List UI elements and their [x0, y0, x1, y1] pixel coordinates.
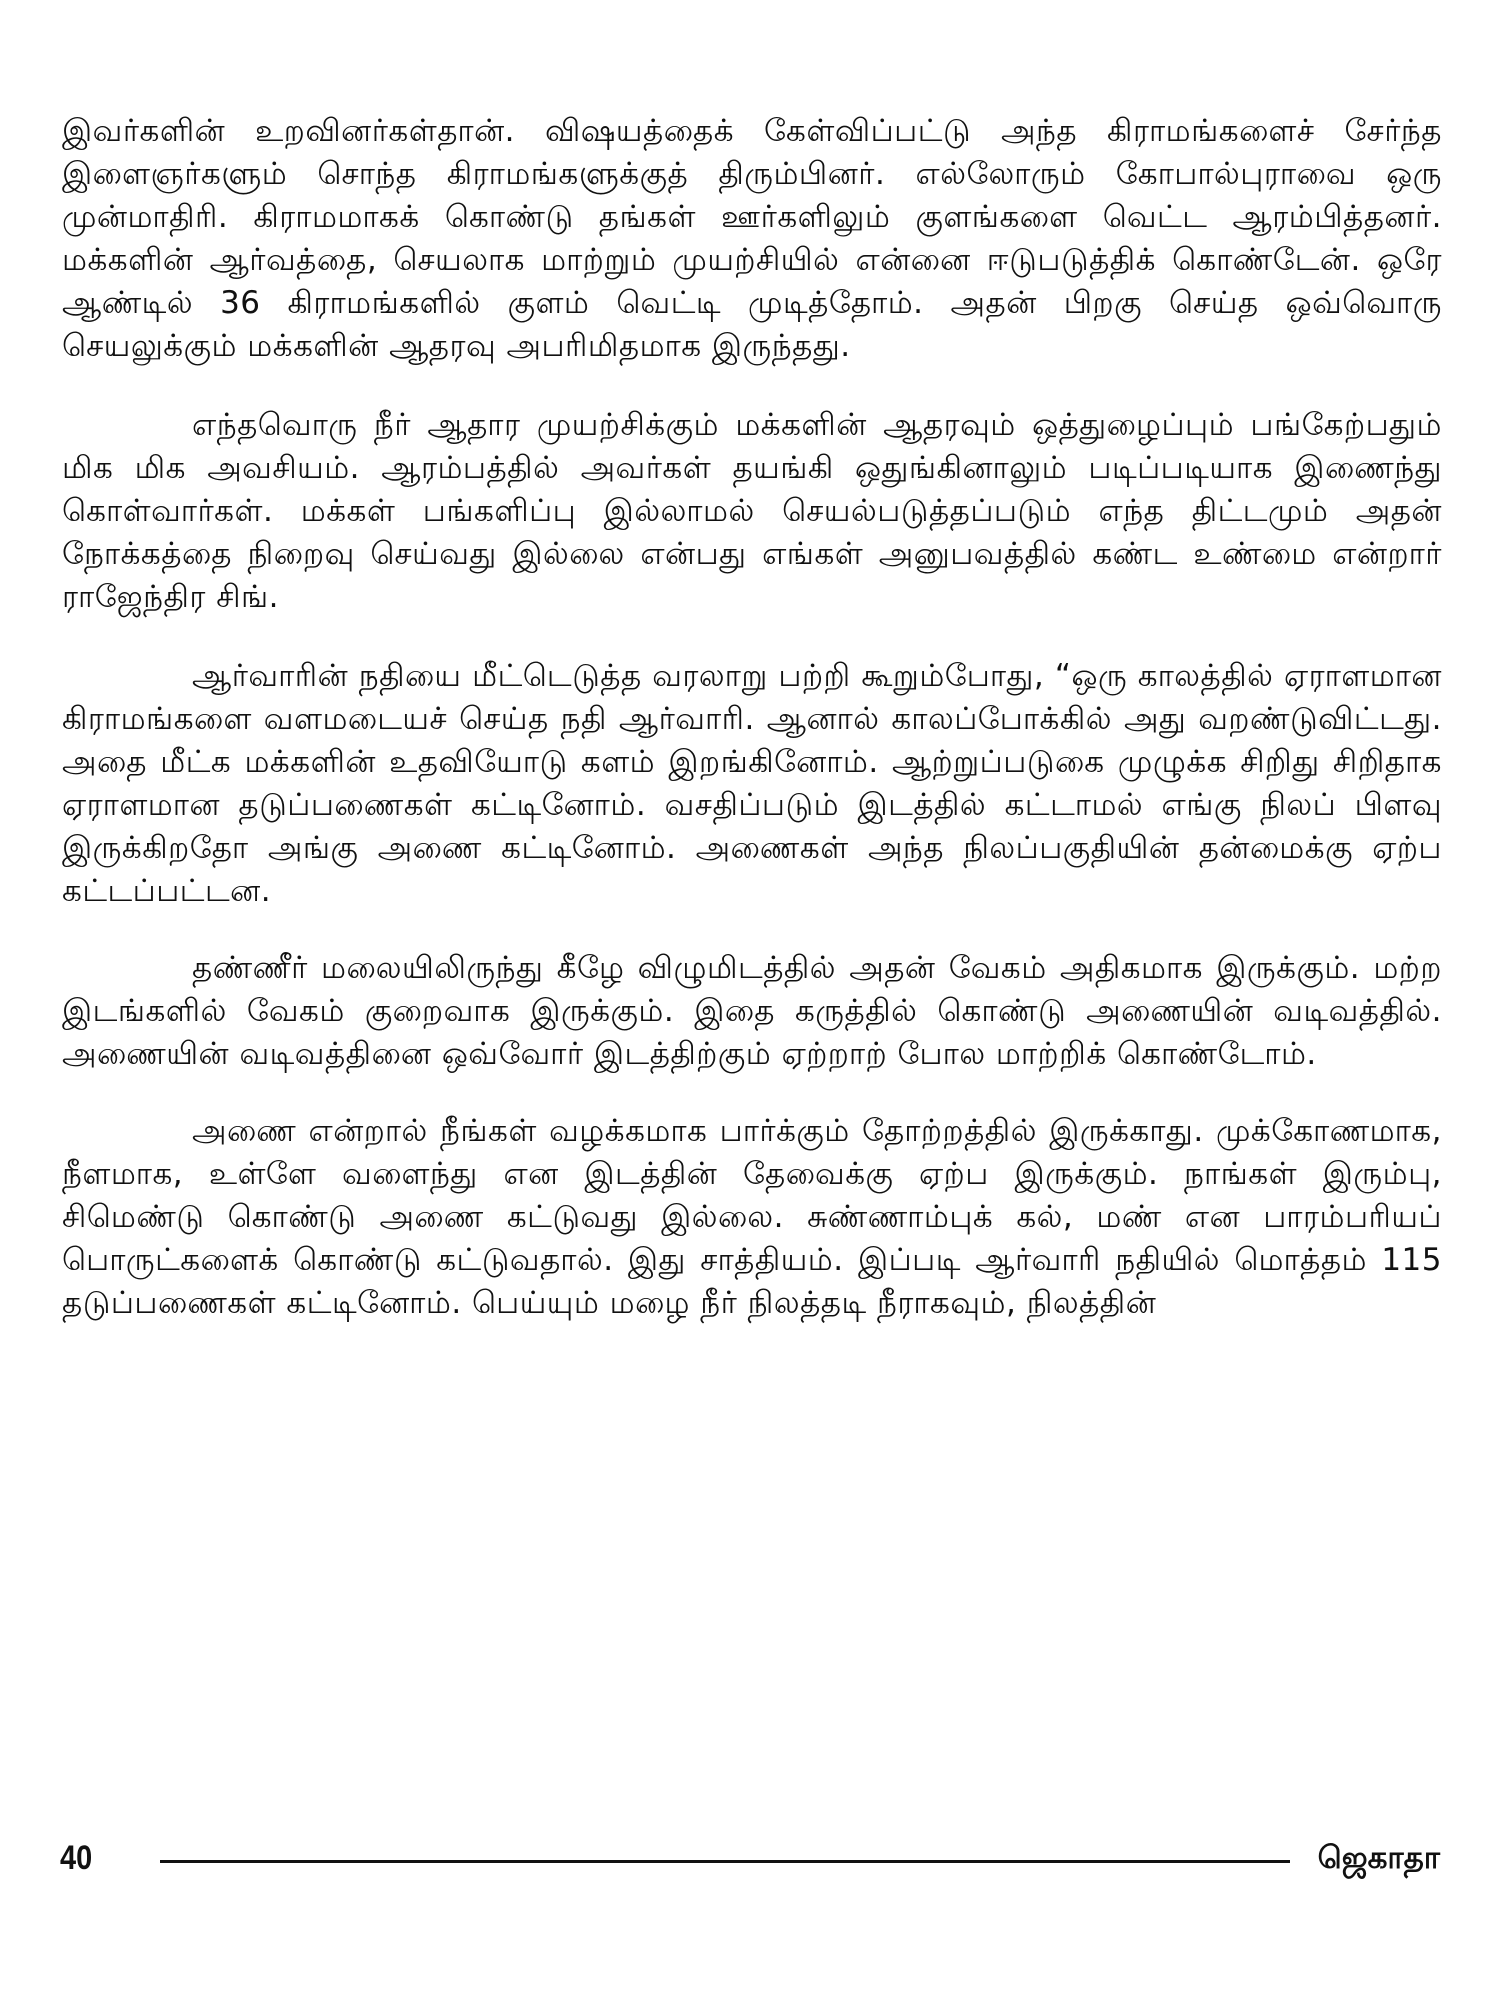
body-text — [62, 110, 1442, 1325]
footer-divider — [160, 1860, 1290, 1863]
paragraph-4: தண்ணீர் மலையிலிருந்து கீழே விழுமிடத்தில் அதன் வேகம் அதிகமாக இருக்கும். மற்ற இடங்களில் வேகம் குறைவாக இருக்கும். இதை கருத்தில் கொண்டு அணையின் வடிவத்தில். அணையின் வடிவத்தினை ஒவ்வோர் இடத்திற்கும் ஏற்றாற் போல மாற்றிக் கொண்டோம். — [62, 950, 1442, 1072]
paragraph-3: ஆர்வாரின் நதியை மீட்டெடுத்த வரலாறு பற்றி கூறும்போது, “ஒரு காலத்தில் ஏராளமான கிராமங்களை வளமடையச் செய்த நதி ஆர்வாரி. ஆனால் காலப்போக்கில் அது வறண்டுவிட்டது. அதை மீட்க மக்களின் உதவியோடு களம் இறங்கினோம். ஆற்றுப்படுகை முழுக்க சிறிது சிறிதாக ஏராளமான தடுப்பணைகள் கட்டினோம். வசதிப்படும் இடத்தில் கட்டாமல் எங்கு நிலப் பிளவு இருக்கிறதோ அங்கு அணை கட்டினோம். அணைகள் அந்த நிலப்பகுதியின் தன்மைக்கு ஏற்ப கட்டப்பட்டன. — [62, 658, 1442, 909]
page-footer — [60, 1838, 1440, 1888]
footer-author: ஜெகாதா — [1317, 1840, 1440, 1876]
paragraph-1: இவர்களின் உறவினர்கள்தான். விஷயத்தைக் கேள்விப்பட்டு அந்த கிராமங்களைச் சேர்ந்த இளைஞர்களும் சொந்த கிராமங்களுக்குத் திரும்பினர். எல்லோரும் கோபால்புராவை ஒரு முன்மாதிரி. கிராமமாகக் கொண்டு தங்கள் ஊர்களிலும் குளங்களை வெட்ட ஆரம்பித்தனர். மக்களின் ஆர்வத்தை, செயலாக மாற்றும் முயற்சியில் என்னை ஈடுபடுத்திக் கொண்டேன். ஒரே ஆண்டில் 36 கிராமங்களில் குளம் வெட்டி முடித்தோம். அதன் பிறகு செய்த ஒவ்வொரு செயலுக்கும் மக்களின் ஆதரவு அபரிமிதமாக இருந்தது. — [62, 113, 1442, 364]
paragraph-5: அணை என்றால் நீங்கள் வழக்கமாக பார்க்கும் தோற்றத்தில் இருக்காது. முக்கோணமாக, நீளமாக, உள்ளே வளைந்து என இடத்தின் தேவைக்கு ஏற்ப இருக்கும். நாங்கள் இரும்பு, சிமெண்டு கொண்டு அணை கட்டுவது இல்லை. சுண்ணாம்புக் கல், மண் என பாரம்பரியப் பொருட்களைக் கொண்டு கட்டுவதால். இது சாத்தியம். இப்படி ஆர்வாரி நதியில் மொத்தம் 115 தடுப்பணைகள் கட்டினோம். பெய்யும் மழை நீர் நிலத்தடி நீராகவும், நிலத்தின் — [62, 1113, 1442, 1321]
page-number: 40 — [60, 1839, 93, 1877]
paragraph-2: எந்தவொரு நீர் ஆதார முயற்சிக்கும் மக்களின் ஆதரவும் ஒத்துழைப்பும் பங்கேற்பதும் மிக மிக அவசியம். ஆரம்பத்தில் அவர்கள் தயங்கி ஒதுங்கினாலும் படிப்படியாக இணைந்து கொள்வார்கள். மக்கள் பங்களிப்பு இல்லாமல் செயல்படுத்தப்படும் எந்த திட்டமும் அதன் நோக்கத்தை நிறைவு செய்வது இல்லை என்பது எங்கள் அனுபவத்தில் கண்ட உண்மை என்றார் ராஜேந்திர சிங். — [62, 407, 1442, 615]
